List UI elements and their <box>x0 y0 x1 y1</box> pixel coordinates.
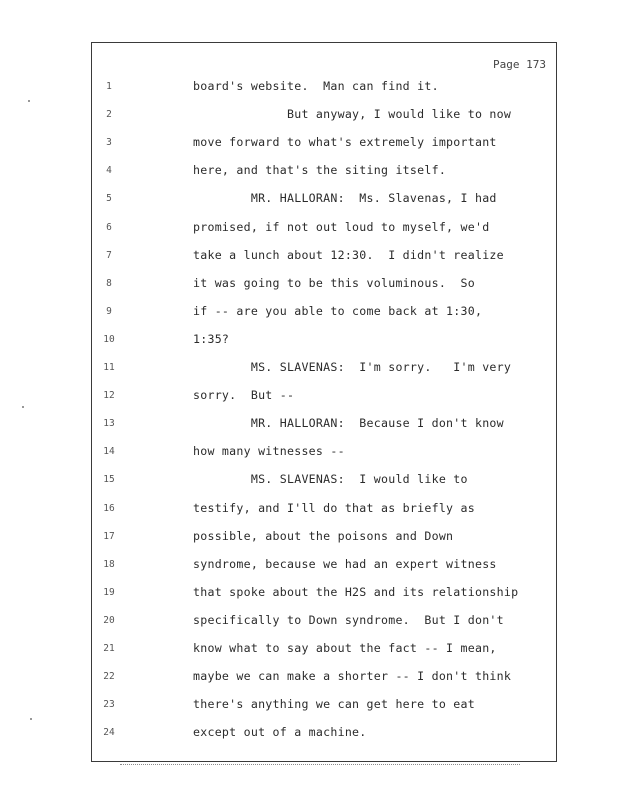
line-number: 7 <box>106 249 112 261</box>
transcript-line <box>0 697 618 715</box>
line-number: 14 <box>103 446 115 458</box>
scan-speck <box>28 100 30 102</box>
line-text: sorry. But -- <box>193 388 295 403</box>
line-text: board's website. Man can find it. <box>193 79 439 93</box>
line-text: testify, and I'll do that as briefly as <box>193 500 475 515</box>
transcript-line <box>0 220 618 238</box>
line-text: 1:35? <box>193 331 230 346</box>
transcript-line <box>0 135 618 153</box>
line-text: it was going to be this voluminous. So <box>193 275 475 290</box>
transcript-line <box>0 444 618 462</box>
line-number: 3 <box>106 137 112 149</box>
line-text: maybe we can make a shorter -- I don't think <box>193 669 512 684</box>
line-text: MR. HALLORAN: Because I don't know <box>193 416 504 431</box>
line-text: But anyway, I would like to now <box>193 107 512 122</box>
line-number: 17 <box>103 530 115 542</box>
line-text: except out of a machine. <box>193 725 367 740</box>
line-number: 6 <box>106 221 112 233</box>
line-text: MS. SLAVENAS: I would like to <box>193 472 468 487</box>
line-text: that spoke about the H2S and its relationship <box>193 584 519 599</box>
line-number: 18 <box>103 558 115 570</box>
line-number: 2 <box>106 109 112 121</box>
line-text: possible, about the poisons and Down <box>193 528 454 543</box>
line-text: MR. HALLORAN: Ms. Slavenas, I had <box>193 191 497 206</box>
line-text: if -- are you able to come back at 1:30, <box>193 303 483 318</box>
line-number: 21 <box>103 643 115 654</box>
scan-noise-line <box>120 764 520 765</box>
transcript-line <box>0 585 618 603</box>
line-number: 16 <box>103 502 115 514</box>
transcript-line <box>0 107 618 125</box>
transcript-line <box>0 669 618 687</box>
transcript-line <box>0 416 618 434</box>
transcript-line <box>0 557 618 575</box>
line-text: how many witnesses -- <box>193 444 345 459</box>
line-number: 13 <box>103 418 115 430</box>
transcript-line <box>0 360 618 378</box>
transcript-line <box>0 191 618 209</box>
transcript-line <box>0 725 618 743</box>
line-number: 9 <box>106 305 112 317</box>
transcript-line <box>0 613 618 631</box>
transcript-line <box>0 472 618 490</box>
line-number: 5 <box>106 193 112 205</box>
line-text: move forward to what's extremely important <box>193 135 497 150</box>
transcript-line <box>0 332 618 350</box>
line-number: 23 <box>103 699 115 711</box>
line-text: specifically to Down syndrome. But I don't <box>193 612 504 627</box>
line-text: MS. SLAVENAS: I'm sorry. I'm very <box>193 360 512 374</box>
line-number: 19 <box>103 586 115 598</box>
transcript-line <box>0 501 618 519</box>
line-number: 10 <box>103 333 115 345</box>
line-number: 11 <box>103 362 115 373</box>
transcript-line <box>0 163 618 181</box>
line-text: take a lunch about 12:30. I didn't realize <box>193 247 504 262</box>
scan-speck <box>30 718 32 720</box>
scan-speck <box>22 406 24 408</box>
line-text: here, and that's the siting itself. <box>193 163 447 178</box>
transcript-line <box>0 304 618 322</box>
transcript-line <box>0 248 618 266</box>
transcript-line <box>0 79 618 97</box>
line-number: 12 <box>103 390 115 402</box>
line-number: 20 <box>103 614 115 626</box>
line-number: 24 <box>103 727 115 739</box>
line-number: 8 <box>106 277 112 289</box>
transcript-line <box>0 276 618 294</box>
line-text: syndrome, because we had an expert witness <box>193 556 497 571</box>
transcript-line <box>0 641 618 659</box>
line-number: 15 <box>103 474 115 486</box>
line-number: 22 <box>103 671 115 683</box>
line-text: know what to say about the fact -- I mean, <box>193 641 497 655</box>
transcript-line <box>0 388 618 406</box>
line-number: 1 <box>106 81 112 92</box>
transcript-line <box>0 529 618 547</box>
line-text: there's anything we can get here to eat <box>193 697 475 712</box>
page-number: Page 173 <box>493 58 546 71</box>
line-text: promised, if not out loud to myself, we'd <box>193 219 490 234</box>
line-number: 4 <box>106 165 112 177</box>
